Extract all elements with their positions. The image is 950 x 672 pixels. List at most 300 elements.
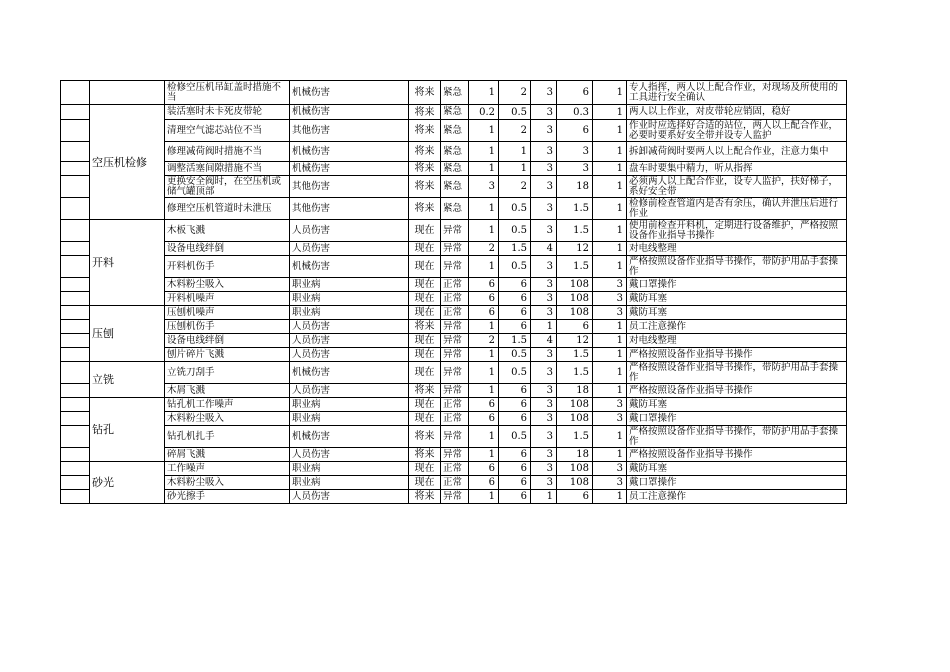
l-value-cell: 6 xyxy=(469,292,499,306)
hazard-cell: 木料粉尘吸入 xyxy=(165,412,290,426)
l-value-cell: 1 xyxy=(469,320,499,334)
e-value-cell: 1.5 xyxy=(499,242,531,256)
e-value-cell: 6 xyxy=(499,292,531,306)
index-cell xyxy=(61,426,90,448)
state-cell: 紧急 xyxy=(441,105,469,120)
table-row xyxy=(61,120,847,142)
control-measure-cell: 对电线整理 xyxy=(627,334,847,348)
l-value-cell: 1 xyxy=(469,162,499,176)
index-cell xyxy=(61,105,90,120)
hazard-cell: 木板飞溅 xyxy=(165,220,290,242)
hazard-type-cell: 职业病 xyxy=(290,278,409,292)
risk-level-cell: 3 xyxy=(593,398,627,412)
hazard-type-cell: 其他伤害 xyxy=(290,198,409,220)
state-cell: 异常 xyxy=(441,448,469,462)
hazard-cell: 钻孔机工作噪声 xyxy=(165,398,290,412)
risk-level-cell: 1 xyxy=(593,176,627,198)
risk-level-cell: 1 xyxy=(593,490,627,504)
control-measure-cell: 戴防耳塞 xyxy=(627,306,847,320)
d-value-cell: 12 xyxy=(557,242,593,256)
hazard-cell: 检修空压机吊缸盖时措施不当 xyxy=(165,81,290,105)
control-measure-cell: 严格按照设备作业指导书操作，带防护用品手套操作 xyxy=(627,256,847,278)
tense-cell: 将来 xyxy=(409,176,441,198)
hazard-type-cell: 职业病 xyxy=(290,292,409,306)
d-value-cell: 1.5 xyxy=(557,220,593,242)
tense-cell: 将来 xyxy=(409,490,441,504)
e-value-cell: 0.5 xyxy=(499,198,531,220)
table-row xyxy=(61,490,847,504)
table-row xyxy=(61,176,847,198)
risk-level-cell: 1 xyxy=(593,448,627,462)
hazard-type-cell: 职业病 xyxy=(290,306,409,320)
index-cell xyxy=(61,334,90,348)
d-value-cell: 108 xyxy=(557,278,593,292)
tense-cell: 现在 xyxy=(409,220,441,242)
d-value-cell: 18 xyxy=(557,176,593,198)
risk-level-cell: 1 xyxy=(593,242,627,256)
c-value-cell: 3 xyxy=(531,198,557,220)
hazard-cell: 设备电线绊倒 xyxy=(165,334,290,348)
index-cell xyxy=(61,198,90,220)
c-value-cell: 1 xyxy=(531,490,557,504)
index-cell xyxy=(61,242,90,256)
e-value-cell: 0.5 xyxy=(499,348,531,362)
table-row xyxy=(61,162,847,176)
table-row xyxy=(61,81,847,105)
c-value-cell: 3 xyxy=(531,105,557,120)
l-value-cell: 1 xyxy=(469,142,499,162)
state-cell: 紧急 xyxy=(441,162,469,176)
tense-cell: 将来 xyxy=(409,81,441,105)
risk-level-cell: 3 xyxy=(593,412,627,426)
control-measure-cell: 检修前检查管道内是否有余压，确认并泄压后进行作业 xyxy=(627,198,847,220)
risk-level-cell: 3 xyxy=(593,476,627,490)
table-row xyxy=(61,278,847,292)
control-measure-cell: 两人以上作业，对皮带轮应销固，稳好 xyxy=(627,105,847,120)
index-cell xyxy=(61,320,90,334)
l-value-cell: 1 xyxy=(469,220,499,242)
hazard-type-cell: 其他伤害 xyxy=(290,176,409,198)
e-value-cell: 6 xyxy=(499,384,531,398)
control-measure-cell: 盘车时要集中精力，听从指挥 xyxy=(627,162,847,176)
c-value-cell: 3 xyxy=(531,476,557,490)
index-cell xyxy=(61,81,90,105)
state-cell: 紧急 xyxy=(441,198,469,220)
hazard-type-cell: 人员伤害 xyxy=(290,348,409,362)
d-value-cell: 6 xyxy=(557,320,593,334)
l-value-cell: 2 xyxy=(469,242,499,256)
l-value-cell: 6 xyxy=(469,462,499,476)
tense-cell: 现在 xyxy=(409,476,441,490)
risk-level-cell: 1 xyxy=(593,81,627,105)
e-value-cell: 6 xyxy=(499,398,531,412)
table-row xyxy=(61,220,847,242)
index-cell xyxy=(61,490,90,504)
c-value-cell: 3 xyxy=(531,384,557,398)
index-cell xyxy=(61,384,90,398)
index-cell xyxy=(61,278,90,292)
state-cell: 异常 xyxy=(441,362,469,384)
d-value-cell: 108 xyxy=(557,462,593,476)
activity-group-cell: 压刨 xyxy=(90,306,165,362)
state-cell: 异常 xyxy=(441,220,469,242)
hazard-cell: 设备电线绊倒 xyxy=(165,242,290,256)
tense-cell: 现在 xyxy=(409,278,441,292)
d-value-cell: 18 xyxy=(557,448,593,462)
c-value-cell: 3 xyxy=(531,162,557,176)
risk-level-cell: 3 xyxy=(593,462,627,476)
state-cell: 正常 xyxy=(441,278,469,292)
index-cell xyxy=(61,120,90,142)
control-measure-cell: 拆卸减荷阀时要两人以上配合作业，注意力集中 xyxy=(627,142,847,162)
l-value-cell: 6 xyxy=(469,278,499,292)
control-measure-cell: 严格按照设备作业指导书操作 xyxy=(627,348,847,362)
hazard-cell: 修理空压机管道时未泄压 xyxy=(165,198,290,220)
hazard-type-cell: 机械伤害 xyxy=(290,142,409,162)
e-value-cell: 6 xyxy=(499,306,531,320)
l-value-cell: 1 xyxy=(469,384,499,398)
risk-level-cell: 1 xyxy=(593,320,627,334)
hazard-cell: 压刨机噪声 xyxy=(165,306,290,320)
hazard-type-cell: 职业病 xyxy=(290,476,409,490)
e-value-cell: 2 xyxy=(499,120,531,142)
hazard-assessment-table xyxy=(60,80,847,504)
hazard-type-cell: 人员伤害 xyxy=(290,320,409,334)
index-cell xyxy=(61,398,90,412)
d-value-cell: 1.5 xyxy=(557,426,593,448)
l-value-cell: 3 xyxy=(469,176,499,198)
state-cell: 正常 xyxy=(441,462,469,476)
hazard-cell: 开料机伤手 xyxy=(165,256,290,278)
activity-group-cell: 立铣 xyxy=(90,362,165,398)
table-row xyxy=(61,320,847,334)
e-value-cell: 0.5 xyxy=(499,220,531,242)
hazard-type-cell: 机械伤害 xyxy=(290,426,409,448)
index-cell xyxy=(61,476,90,490)
index-cell xyxy=(61,362,90,384)
d-value-cell: 1.5 xyxy=(557,362,593,384)
control-measure-cell: 戴防耳塞 xyxy=(627,462,847,476)
l-value-cell: 1 xyxy=(469,348,499,362)
hazard-cell: 调整活塞间隙措施不当 xyxy=(165,162,290,176)
hazard-cell: 立铣刀刮手 xyxy=(165,362,290,384)
hazard-type-cell: 职业病 xyxy=(290,412,409,426)
table-row xyxy=(61,476,847,490)
control-measure-cell: 员工注意操作 xyxy=(627,490,847,504)
c-value-cell: 3 xyxy=(531,362,557,384)
index-cell xyxy=(61,220,90,242)
tense-cell: 将来 xyxy=(409,162,441,176)
l-value-cell: 1 xyxy=(469,120,499,142)
tense-cell: 现在 xyxy=(409,462,441,476)
c-value-cell: 3 xyxy=(531,220,557,242)
tense-cell: 现在 xyxy=(409,362,441,384)
index-cell xyxy=(61,448,90,462)
c-value-cell: 3 xyxy=(531,306,557,320)
control-measure-cell: 严格按照设备作业指导书操作 xyxy=(627,384,847,398)
d-value-cell: 1.5 xyxy=(557,256,593,278)
d-value-cell: 108 xyxy=(557,398,593,412)
control-measure-cell: 戴口罩操作 xyxy=(627,278,847,292)
state-cell: 正常 xyxy=(441,476,469,490)
l-value-cell: 1 xyxy=(469,490,499,504)
d-value-cell: 108 xyxy=(557,412,593,426)
c-value-cell: 3 xyxy=(531,176,557,198)
tense-cell: 将来 xyxy=(409,105,441,120)
hazard-type-cell: 职业病 xyxy=(290,462,409,476)
hazard-cell: 更换安全阀时，在空压机或储气罐顶部 xyxy=(165,176,290,198)
state-cell: 紧急 xyxy=(441,176,469,198)
hazard-type-cell: 人员伤害 xyxy=(290,242,409,256)
hazard-cell: 装活塞时未卡死皮带轮 xyxy=(165,105,290,120)
d-value-cell: 108 xyxy=(557,292,593,306)
e-value-cell: 2 xyxy=(499,176,531,198)
c-value-cell: 3 xyxy=(531,398,557,412)
e-value-cell: 0.5 xyxy=(499,105,531,120)
hazard-type-cell: 人员伤害 xyxy=(290,384,409,398)
l-value-cell: 1 xyxy=(469,426,499,448)
d-value-cell: 1.5 xyxy=(557,198,593,220)
d-value-cell: 6 xyxy=(557,490,593,504)
e-value-cell: 6 xyxy=(499,412,531,426)
risk-level-cell: 1 xyxy=(593,362,627,384)
c-value-cell: 3 xyxy=(531,120,557,142)
e-value-cell: 6 xyxy=(499,490,531,504)
risk-level-cell: 1 xyxy=(593,198,627,220)
hazard-type-cell: 人员伤害 xyxy=(290,448,409,462)
hazard-cell: 开料机噪声 xyxy=(165,292,290,306)
e-value-cell: 2 xyxy=(499,81,531,105)
l-value-cell: 0.2 xyxy=(469,105,499,120)
state-cell: 异常 xyxy=(441,384,469,398)
tense-cell: 现在 xyxy=(409,398,441,412)
risk-level-cell: 1 xyxy=(593,142,627,162)
c-value-cell: 1 xyxy=(531,320,557,334)
control-measure-cell: 使用前检查开料机，定期进行设备维护，严格按照设备作业指导书操作 xyxy=(627,220,847,242)
e-value-cell: 0.5 xyxy=(499,256,531,278)
e-value-cell: 0.5 xyxy=(499,426,531,448)
index-cell xyxy=(61,306,90,320)
e-value-cell: 6 xyxy=(499,278,531,292)
hazard-type-cell: 职业病 xyxy=(290,398,409,412)
table-row xyxy=(61,412,847,426)
d-value-cell: 108 xyxy=(557,476,593,490)
table-row xyxy=(61,306,847,320)
d-value-cell: 12 xyxy=(557,334,593,348)
state-cell: 正常 xyxy=(441,412,469,426)
d-value-cell: 1.5 xyxy=(557,348,593,362)
l-value-cell: 1 xyxy=(469,198,499,220)
activity-group-cell: 砂光 xyxy=(90,462,165,504)
hazard-type-cell: 其他伤害 xyxy=(290,120,409,142)
table-row xyxy=(61,384,847,398)
state-cell: 异常 xyxy=(441,334,469,348)
tense-cell: 现在 xyxy=(409,306,441,320)
risk-level-cell: 3 xyxy=(593,278,627,292)
l-value-cell: 2 xyxy=(469,334,499,348)
e-value-cell: 6 xyxy=(499,476,531,490)
control-measure-cell: 严格按照设备作业指导书操作 xyxy=(627,448,847,462)
hazard-type-cell: 人员伤害 xyxy=(290,220,409,242)
control-measure-cell: 员工注意操作 xyxy=(627,320,847,334)
risk-level-cell: 1 xyxy=(593,220,627,242)
l-value-cell: 6 xyxy=(469,476,499,490)
e-value-cell: 0.5 xyxy=(499,362,531,384)
tense-cell: 将来 xyxy=(409,320,441,334)
control-measure-cell: 戴防耳塞 xyxy=(627,292,847,306)
risk-level-cell: 1 xyxy=(593,426,627,448)
d-value-cell: 6 xyxy=(557,81,593,105)
tense-cell: 将来 xyxy=(409,120,441,142)
tense-cell: 现在 xyxy=(409,334,441,348)
control-measure-cell: 必须两人以上配合作业，设专人监护，扶好梯子，系好安全带 xyxy=(627,176,847,198)
tense-cell: 将来 xyxy=(409,384,441,398)
e-value-cell: 6 xyxy=(499,462,531,476)
l-value-cell: 1 xyxy=(469,448,499,462)
table-row xyxy=(61,334,847,348)
activity-blank-cell xyxy=(90,81,165,105)
state-cell: 紧急 xyxy=(441,142,469,162)
tense-cell: 现在 xyxy=(409,412,441,426)
risk-level-cell: 1 xyxy=(593,120,627,142)
table-row xyxy=(61,362,847,384)
c-value-cell: 3 xyxy=(531,348,557,362)
index-cell xyxy=(61,292,90,306)
control-measure-cell: 严格按照设备作业指导书操作，带防护用品手套操作 xyxy=(627,362,847,384)
l-value-cell: 6 xyxy=(469,412,499,426)
hazard-cell: 木料粉尘吸入 xyxy=(165,278,290,292)
table-row xyxy=(61,348,847,362)
activity-group-cell: 开料 xyxy=(90,220,165,306)
index-cell xyxy=(61,142,90,162)
e-value-cell: 1 xyxy=(499,142,531,162)
d-value-cell: 18 xyxy=(557,384,593,398)
index-cell xyxy=(61,256,90,278)
table-row xyxy=(61,256,847,278)
tense-cell: 现在 xyxy=(409,292,441,306)
c-value-cell: 3 xyxy=(531,292,557,306)
tense-cell: 将来 xyxy=(409,426,441,448)
state-cell: 紧急 xyxy=(441,120,469,142)
risk-level-cell: 1 xyxy=(593,256,627,278)
table-row xyxy=(61,105,847,120)
table-row xyxy=(61,448,847,462)
hazard-cell: 刨片碎片飞溅 xyxy=(165,348,290,362)
d-value-cell: 6 xyxy=(557,120,593,142)
d-value-cell: 3 xyxy=(557,142,593,162)
hazard-type-cell: 人员伤害 xyxy=(290,334,409,348)
e-value-cell: 1 xyxy=(499,162,531,176)
risk-level-cell: 3 xyxy=(593,306,627,320)
hazard-type-cell: 机械伤害 xyxy=(290,362,409,384)
table-row xyxy=(61,198,847,220)
c-value-cell: 3 xyxy=(531,462,557,476)
e-value-cell: 6 xyxy=(499,448,531,462)
table-body xyxy=(61,81,847,504)
risk-level-cell: 1 xyxy=(593,334,627,348)
hazard-type-cell: 机械伤害 xyxy=(290,162,409,176)
index-cell xyxy=(61,162,90,176)
tense-cell: 现在 xyxy=(409,348,441,362)
index-cell xyxy=(61,176,90,198)
activity-group-cell: 空压机检修 xyxy=(90,105,165,220)
hazard-type-cell: 机械伤害 xyxy=(290,81,409,105)
state-cell: 异常 xyxy=(441,242,469,256)
c-value-cell: 4 xyxy=(531,242,557,256)
hazard-cell: 木屑飞溅 xyxy=(165,384,290,398)
activity-group-cell: 钻孔 xyxy=(90,398,165,462)
hazard-cell: 木料粉尘吸入 xyxy=(165,476,290,490)
index-cell xyxy=(61,412,90,426)
tense-cell: 将来 xyxy=(409,142,441,162)
l-value-cell: 1 xyxy=(469,81,499,105)
risk-level-cell: 1 xyxy=(593,105,627,120)
index-cell xyxy=(61,462,90,476)
state-cell: 异常 xyxy=(441,320,469,334)
tense-cell: 现在 xyxy=(409,242,441,256)
control-measure-cell: 戴口罩操作 xyxy=(627,412,847,426)
index-cell xyxy=(61,348,90,362)
table-row xyxy=(61,242,847,256)
e-value-cell: 1.5 xyxy=(499,334,531,348)
control-measure-cell: 对电线整理 xyxy=(627,242,847,256)
c-value-cell: 3 xyxy=(531,142,557,162)
e-value-cell: 6 xyxy=(499,320,531,334)
c-value-cell: 3 xyxy=(531,81,557,105)
c-value-cell: 4 xyxy=(531,334,557,348)
c-value-cell: 3 xyxy=(531,426,557,448)
risk-level-cell: 3 xyxy=(593,292,627,306)
hazard-type-cell: 机械伤害 xyxy=(290,105,409,120)
hazard-cell: 修理减荷阀时措施不当 xyxy=(165,142,290,162)
hazard-cell: 压刨机伤手 xyxy=(165,320,290,334)
state-cell: 异常 xyxy=(441,426,469,448)
state-cell: 正常 xyxy=(441,292,469,306)
state-cell: 异常 xyxy=(441,490,469,504)
c-value-cell: 3 xyxy=(531,256,557,278)
risk-level-cell: 1 xyxy=(593,384,627,398)
risk-level-cell: 1 xyxy=(593,348,627,362)
hazard-cell: 清理空气滤芯站位不当 xyxy=(165,120,290,142)
tense-cell: 将来 xyxy=(409,448,441,462)
control-measure-cell: 作业时应选择好合适的站位，两人以上配合作业，必要时要系好安全带并设专人监护 xyxy=(627,120,847,142)
l-value-cell: 6 xyxy=(469,398,499,412)
hazard-cell: 碎屑飞溅 xyxy=(165,448,290,462)
control-measure-cell: 专人指挥，两人以上配合作业，对现场及所使用的工具进行安全确认 xyxy=(627,81,847,105)
tense-cell: 现在 xyxy=(409,256,441,278)
d-value-cell: 0.3 xyxy=(557,105,593,120)
tense-cell: 将来 xyxy=(409,198,441,220)
control-measure-cell: 戴口罩操作 xyxy=(627,476,847,490)
hazard-type-cell: 机械伤害 xyxy=(290,256,409,278)
control-measure-cell: 严格按照设备作业指导书操作，带防护用品手套操作 xyxy=(627,426,847,448)
table-row xyxy=(61,398,847,412)
risk-level-cell: 1 xyxy=(593,162,627,176)
l-value-cell: 1 xyxy=(469,362,499,384)
state-cell: 紧急 xyxy=(441,81,469,105)
l-value-cell: 6 xyxy=(469,306,499,320)
hazard-cell: 工作噪声 xyxy=(165,462,290,476)
d-value-cell: 3 xyxy=(557,162,593,176)
hazard-cell: 钻孔机扎手 xyxy=(165,426,290,448)
state-cell: 正常 xyxy=(441,306,469,320)
state-cell: 异常 xyxy=(441,256,469,278)
control-measure-cell: 戴防耳塞 xyxy=(627,398,847,412)
table-row xyxy=(61,462,847,476)
state-cell: 正常 xyxy=(441,398,469,412)
c-value-cell: 3 xyxy=(531,412,557,426)
d-value-cell: 108 xyxy=(557,306,593,320)
